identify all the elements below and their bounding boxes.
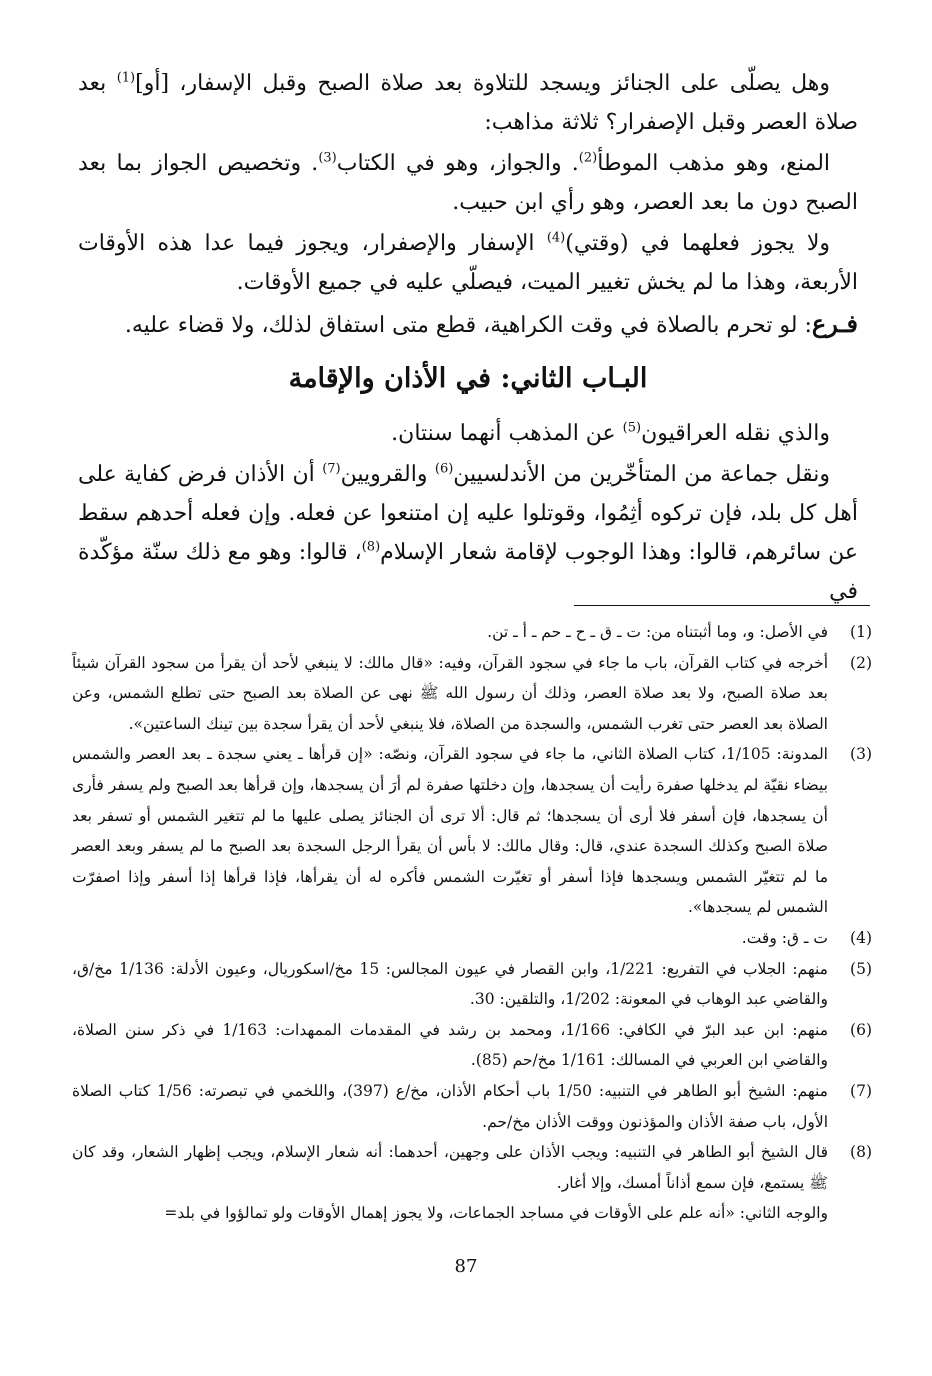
footnote-text: أخرجه في كتاب القرآن، باب ما جاء في سجود القرآن، وفيه: «قال مالك: لا ينبغي لأحد أن يقرأ من سجود القرآن شيئاً بعد صلاة الصبح، ولا بعد صلاة العصر، وذلك أن رسول الله ﷺ نهى عن الصلاة بعد الصبح حتى تطلع الشمس، وعن الصلاة بعد العصر حتى تغرب الشمس، والسجدة من الصلاة، فلا ينبغي لأحد أن يقرأ سجدة بين تينك الساعتين». (72, 653, 828, 733)
footnote-5 (72, 954, 872, 1015)
footnote-text: ت ـ ق: وقت. (741, 928, 828, 947)
footnote-number: (8) (850, 1143, 872, 1162)
footnote-text: قال الشيخ أبو الطاهر في التنبيه: ويجب الأذان على وجهين، أحدهما: أنه شعار الإسلام، ويجب إظهار الشعار، وقد كان ﷺ يستمع، فإن سمع أذاناً أمسك، وإلا أغار. (72, 1143, 828, 1192)
footnote-text: منهم: ابن عبد البرّ في الكافي: 1/166، ومحمد بن رشد في المقدمات الممهدات: 1/163 في ذكر سنن الصلاة، والقاضي ابن العربي في المسالك: 1/161 مخ/حم (85). (72, 1020, 828, 1070)
footnote-text: في الأصل: و، وما أثبتناه من: ت ـ ق ـ ح ـ حم ـ أ ـ تن. (487, 623, 828, 641)
footnote-8 (72, 1137, 872, 1198)
text-run: والذي نقله العراقيون (641, 421, 830, 446)
text-run: والقرويين (340, 462, 435, 487)
footnote-ref-8: (8) (361, 539, 381, 555)
footnote-number: (6) (850, 1020, 872, 1039)
footnote-number: (5) (850, 959, 872, 978)
section-heading: البـاب الثاني: في الأذان والإقامة (288, 363, 648, 394)
text-run: : لو تحرم بالصلاة في وقت الكراهية، قطع متى استفاق لذلك، ولا قضاء عليه. (124, 313, 812, 338)
text-run: ونقل جماعة من المتأخّرين من الأندلسيين (453, 462, 830, 487)
text-run: . والجواز، وهو في الكتاب (336, 151, 579, 176)
footnote-ref-6: (6) (434, 461, 454, 477)
paragraph-2 (78, 144, 858, 222)
footnote-ref-3: (3) (318, 150, 337, 166)
paragraph-6 (78, 455, 858, 611)
footnote-ref-4: (4) (546, 230, 566, 246)
footnote-divider (574, 605, 870, 606)
footnote-1 (72, 617, 872, 648)
footnote-ref-7: (7) (322, 461, 341, 477)
footnote-number: (3) (850, 745, 872, 764)
footnote-3 (72, 739, 872, 923)
footnote-text: المدونة: 1/105، كتاب الصلاة الثاني، ما جاء في سجود القرآن، ونصّه: «إن قرأها ـ يعني سجدة ـ بعد العصر والشمس بيضاء نقيّة لم يدخلها صفرة رأيت أن يسجدها، وإن دخلتها صفرة لم أرَ أن يسجدها، وإن قرأها بعد الصبح ولم يسفر فأرى أن يسجدها، فإن أسفر فلا أرى أن يسجدها؛ ثم قال: ألا ترى أن الجنائز يصلى عليها ما لم تتغير الشمس أو تسفر بعد صلاة الصبح وكذلك السجدة عندي، قال: وقال مالك: لا بأس أن يقرأ الرجل السجدة بعد الصبح ما لم يسفر وبعد العصر ما لم تتغيّر الشمس ويسجدها فإذا أسفر أو تغيّرت الشمس فأكره له أن يقرأها، فإذا قرأها إذا أسفر وإذا اصفرّت الشمس لم يسجدها». (72, 745, 828, 917)
footnote-number: (7) (850, 1081, 872, 1100)
text-run: ، قالوا: وهو مع ذلك سنّة مؤكّدة في (78, 540, 858, 604)
footnote-ref-2: (2) (578, 150, 598, 166)
text-run: الإسفار والإصفرار، ويجوز فيما عدا هذه الأوقات الأربعة، وهذا ما لم يخش تغيير الميت، فيصلّي عليه في جميع الأوقات. (78, 231, 858, 295)
text-run: . وتخصيص الجواز بما بعد الصبح دون ما بعد العصر، وهو رأي ابن حبيب. (78, 151, 858, 215)
paragraph-3 (78, 224, 858, 302)
paragraph-1 (78, 64, 858, 142)
text-run: عن المذهب أنهما سنتان. (391, 421, 623, 446)
text-run: أن الأذان فرض كفاية على أهل كل بلد، فإن تركوه أثِمُوا، وقوتلوا عليه إن امتنعوا عن فعله. وإن فعله أحدهم سقط عن سائرهم، قالوا: وهذا الوجوب لإقامة شعار الإسلام (78, 462, 859, 565)
footnote-2 (72, 648, 872, 740)
text-run: وهل يصلّى على الجنائز ويسجد للتلاوة بعد صلاة الصبح وقبل الإسفار، [أو] (135, 71, 830, 96)
footnote-text: منهم: الشيخ أبو الطاهر في التنبيه: 1/50 باب أحكام الأذان، مخ/ع (397)، واللخمي في تبصرته: 1/56 كتاب الصلاة الأول، باب صفة الأذان والمؤذنون ووقت الأذان مخ/حم. (72, 1081, 828, 1131)
page-number: 87 (454, 1256, 478, 1277)
footnote-number: (1) (850, 623, 872, 641)
footnote-text: منهم: الجلاب في التفريع: 1/221، وابن القصار في عيون المجالس: 15 مخ/اسكوريال، وعيون الأدلة: 1/136 مخ/ق، والقاضي عبد الوهاب في المعونة: 1/202، والتلقين: 30. (72, 959, 828, 1009)
footnote-continuation: والوجه الثاني: «أنه علم على الأوقات في مساجد الجماعات، ولا يجوز إهمال الأوقات ولو تمالؤوا في بلد= (164, 1204, 828, 1223)
footnote-number: (4) (850, 928, 872, 947)
far-label: فـرع (811, 309, 858, 338)
footnotes (72, 617, 872, 1229)
footnote-ref-1: (1) (116, 70, 136, 86)
text-run: ولا يجوز فعلهما في (وقتي) (565, 231, 830, 256)
footnote-ref-5: (5) (622, 420, 642, 436)
text-run: المنع، وهو مذهب الموطأ (597, 151, 831, 176)
footnote-4 (72, 923, 872, 954)
footnote-7 (72, 1076, 872, 1137)
paragraph-far (78, 304, 858, 345)
main-text (78, 64, 858, 613)
footnote-number: (2) (850, 653, 872, 672)
paragraph-5 (78, 414, 858, 453)
footnote-6 (72, 1015, 872, 1076)
text-run: بعد صلاة العصر وقبل الإصفرار؟ ثلاثة مذاهب: (78, 71, 858, 135)
